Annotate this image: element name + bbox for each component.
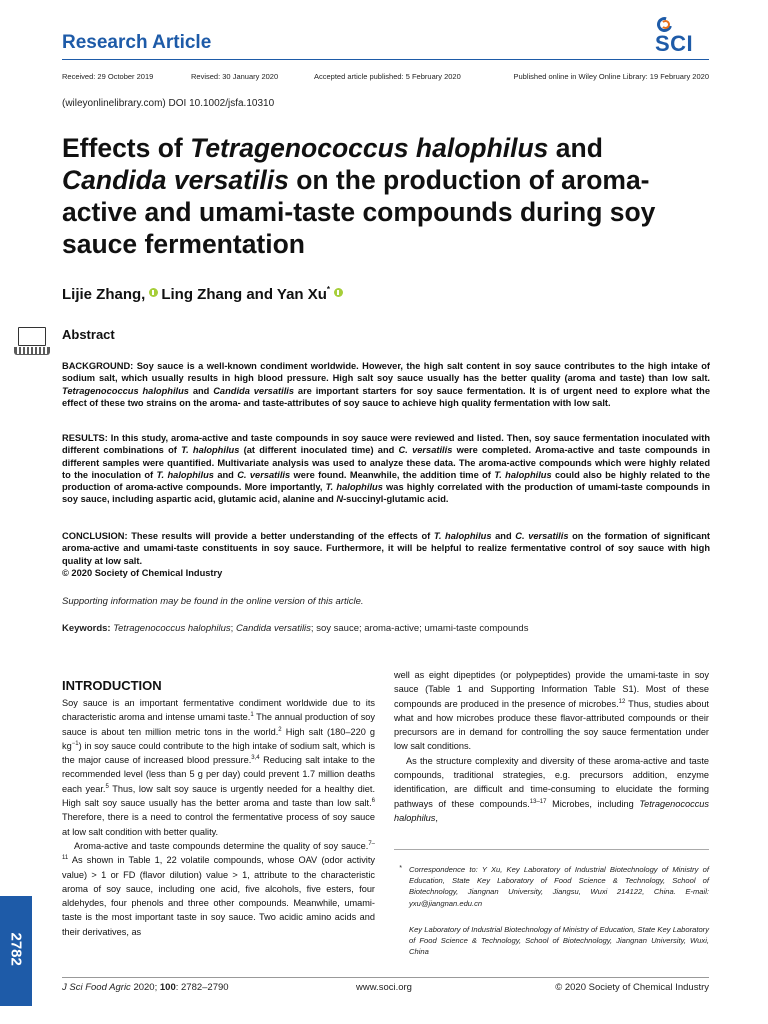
abstract-heading: Abstract xyxy=(62,327,115,342)
accepted-date: Accepted article published: 5 February 2020 xyxy=(314,72,461,81)
intro-paragraph: well as eight dipeptides (or polypeptides) provide the umami-taste in soy sauce (Table 1 and Supporting Information Table S1). Most of these compounds are produced in the presence of microbes.$^{12}$ Thus, studies about what and how microbes produce these flavor-attributed compounds or their precursors are in demand for controlling the soy sauce fermentation under low salt conditions. xyxy=(394,670,709,752)
correspondence-footnote: Correspondence to: Y Xu, Key Laboratory of Industrial Biotechnology of Ministry of Education, State Key Laboratory of Food Science & Technology, School of Biotechnology, Jiangnan University, Jiangsu, Wuxi 214122, China. E-mail: yxu@jiangnan.edu.cn xyxy=(409,865,709,908)
sci-logo-icon xyxy=(651,14,711,54)
section-label: Research Article xyxy=(62,32,212,53)
online-date: Published online in Wiley Online Library: 19 February 2020 xyxy=(513,72,709,81)
footnote-rule xyxy=(394,849,709,850)
header-rule xyxy=(62,59,709,60)
corresponding-mark: * xyxy=(326,285,331,294)
intro-paragraph: Soy sauce is an important fermentative condiment worldwide due to its characteristic aroma and intense umami taste.$^1$ The annual production of soy sauce is about ten million metric tons in the world.$^2$ High salt (180–220 g $kg^{-1}$) in soy sauce could contribute to the high intake of sodium salt, which is the major cause of increased blood pressure.$^{3,4}$ Reducing salt intake to the recommended level (less than 5 g per day) could prevent 1.7 million deaths each year.$^5$ Thus, low salt soy sauce is urgently needed for a healthy diet. High salt soy sauce usually has the better aroma and taste than low salt.$^6$ Therefore, there is a need to control the fermentative process of soy sauce at low salt condition with better quality. xyxy=(62,698,376,837)
keywords: Keywords: Tetragenococcus halophilus; Candida versatilis; soy sauce; aroma-active; umami-taste compounds xyxy=(62,623,529,634)
abstract-copyright: © 2020 Society of Chemical Industry xyxy=(62,567,223,578)
supporting-info-note: Supporting information may be found in the online version of this article. xyxy=(62,596,364,607)
intro-left-column xyxy=(62,696,375,939)
abstract-results: RESULTS: In this study, aroma-active and taste compounds in soy sauce were reviewed and listed. Then, soy sauce fermentation inoculated with different combinations of T. halophilus (at different inoculated time) and C. versatilis were completed. Aroma-active and taste compounds in different samples were quantified. Multivariate analysis was used to analyze these data. The aroma-active compounds which were highly related to the inoculation of T. halophilus and C. versatilis were found. Meanwhile, the addition time of T. halophilus could also be highly related to the production of aroma-active compounds. More importantly, T. halophilus was highly correlated with the production of umami-taste compounds in soy sauce, including aspartic acid, glutamic acid, alanine and N-succinyl-glutamic acid. xyxy=(62,433,711,505)
affiliation-footnote: Key Laboratory of Industrial Biotechnology of Ministry of Education, State Key Laboratory of Food Science & Technology, School of Biotechnology, Jiangnan University, Wuxi, China xyxy=(409,925,709,957)
laptop-icon xyxy=(14,327,50,357)
intro-paragraph: Aroma-active and taste compounds determine the quality of soy sauce.$^{7-11}$ As shown in Table 1, 22 volatile compounds, whose OAV (odor activity value) > 1 or FD (flavor dilution) value > 1, attribute to the characteristic aroma of soy sauce, including one acid, five alcohols, five esters, four aldehydes, four phenols and three other compounds. Meanwhile, umami-taste is the most important taste in soy sauce. Two acidic amino acids and their derivatives, as xyxy=(62,840,375,937)
article-title: Effects of Tetragenococcus halophilus and Candida versatilis on the production of aroma-active and umami-taste compounds during soy sauce fermentation xyxy=(62,133,656,259)
footer-citation: J Sci Food Agric 2020; 100: 2782–2790 xyxy=(62,982,229,993)
author-2[interactable]: Ling Zhang and Yan Xu xyxy=(161,286,327,303)
footnote-mark: * xyxy=(399,865,402,872)
received-date: Received: 29 October 2019 xyxy=(62,72,154,81)
intro-paragraph: As the structure complexity and diversity of these aroma-active and taste compounds, traditional strategies, e.g. precursors addition, enzyme identification, are difficult and time-consuming to elucidate the forming pathways of these compounds.$^{13-17}$ Microbes, including Tetragenococcus halophilus, xyxy=(394,755,709,823)
page-number: 2782 xyxy=(7,932,25,966)
revised-date: Revised: 30 January 2020 xyxy=(191,72,279,81)
sci-logo-text: SCI xyxy=(655,31,694,56)
abstract-conclusion: CONCLUSION: These results will provide a better understanding of the effects of T. halophilus and C. versatilis on the formation of significant aroma-active and umami-taste constituents in soy sauce. Furthermore, it will be helpful to realize fermentative control of soy sauce with high quality at low salt. © 2020 Society of Chemical Industry xyxy=(62,531,710,578)
intro-right-column xyxy=(394,668,709,825)
footer-rule xyxy=(62,977,709,978)
footer-site-link[interactable]: www.soci.org xyxy=(356,982,412,993)
author-list xyxy=(62,285,346,303)
introduction-heading: INTRODUCTION xyxy=(62,678,162,693)
footer-copyright: © 2020 Society of Chemical Industry xyxy=(555,982,709,993)
orcid-icon[interactable] xyxy=(334,288,343,297)
author-1[interactable]: Lijie Zhang, xyxy=(62,286,146,303)
page-number-tab xyxy=(0,896,32,1006)
doi-line: (wileyonlinelibrary.com) DOI 10.1002/jsfa.10310 xyxy=(62,98,275,109)
orcid-icon[interactable] xyxy=(149,288,158,297)
abstract-background: BACKGROUND: Soy sauce is a well-known condiment worldwide. However, the high salt content in soy sauce contributes to the high intake of sodium salt, which usually results in high blood pressure. High salt soy sauce usually has the better quality (aroma and taste) than low salt. Tetragenococcus halophilus and Candida versatilis are important starters for soy sauce fermentation. It is of urgent need to explore what the effect of these two strains on the aroma- and taste-attributes of soy sauce to achieve high quality fermentation with low salt. xyxy=(62,361,711,408)
